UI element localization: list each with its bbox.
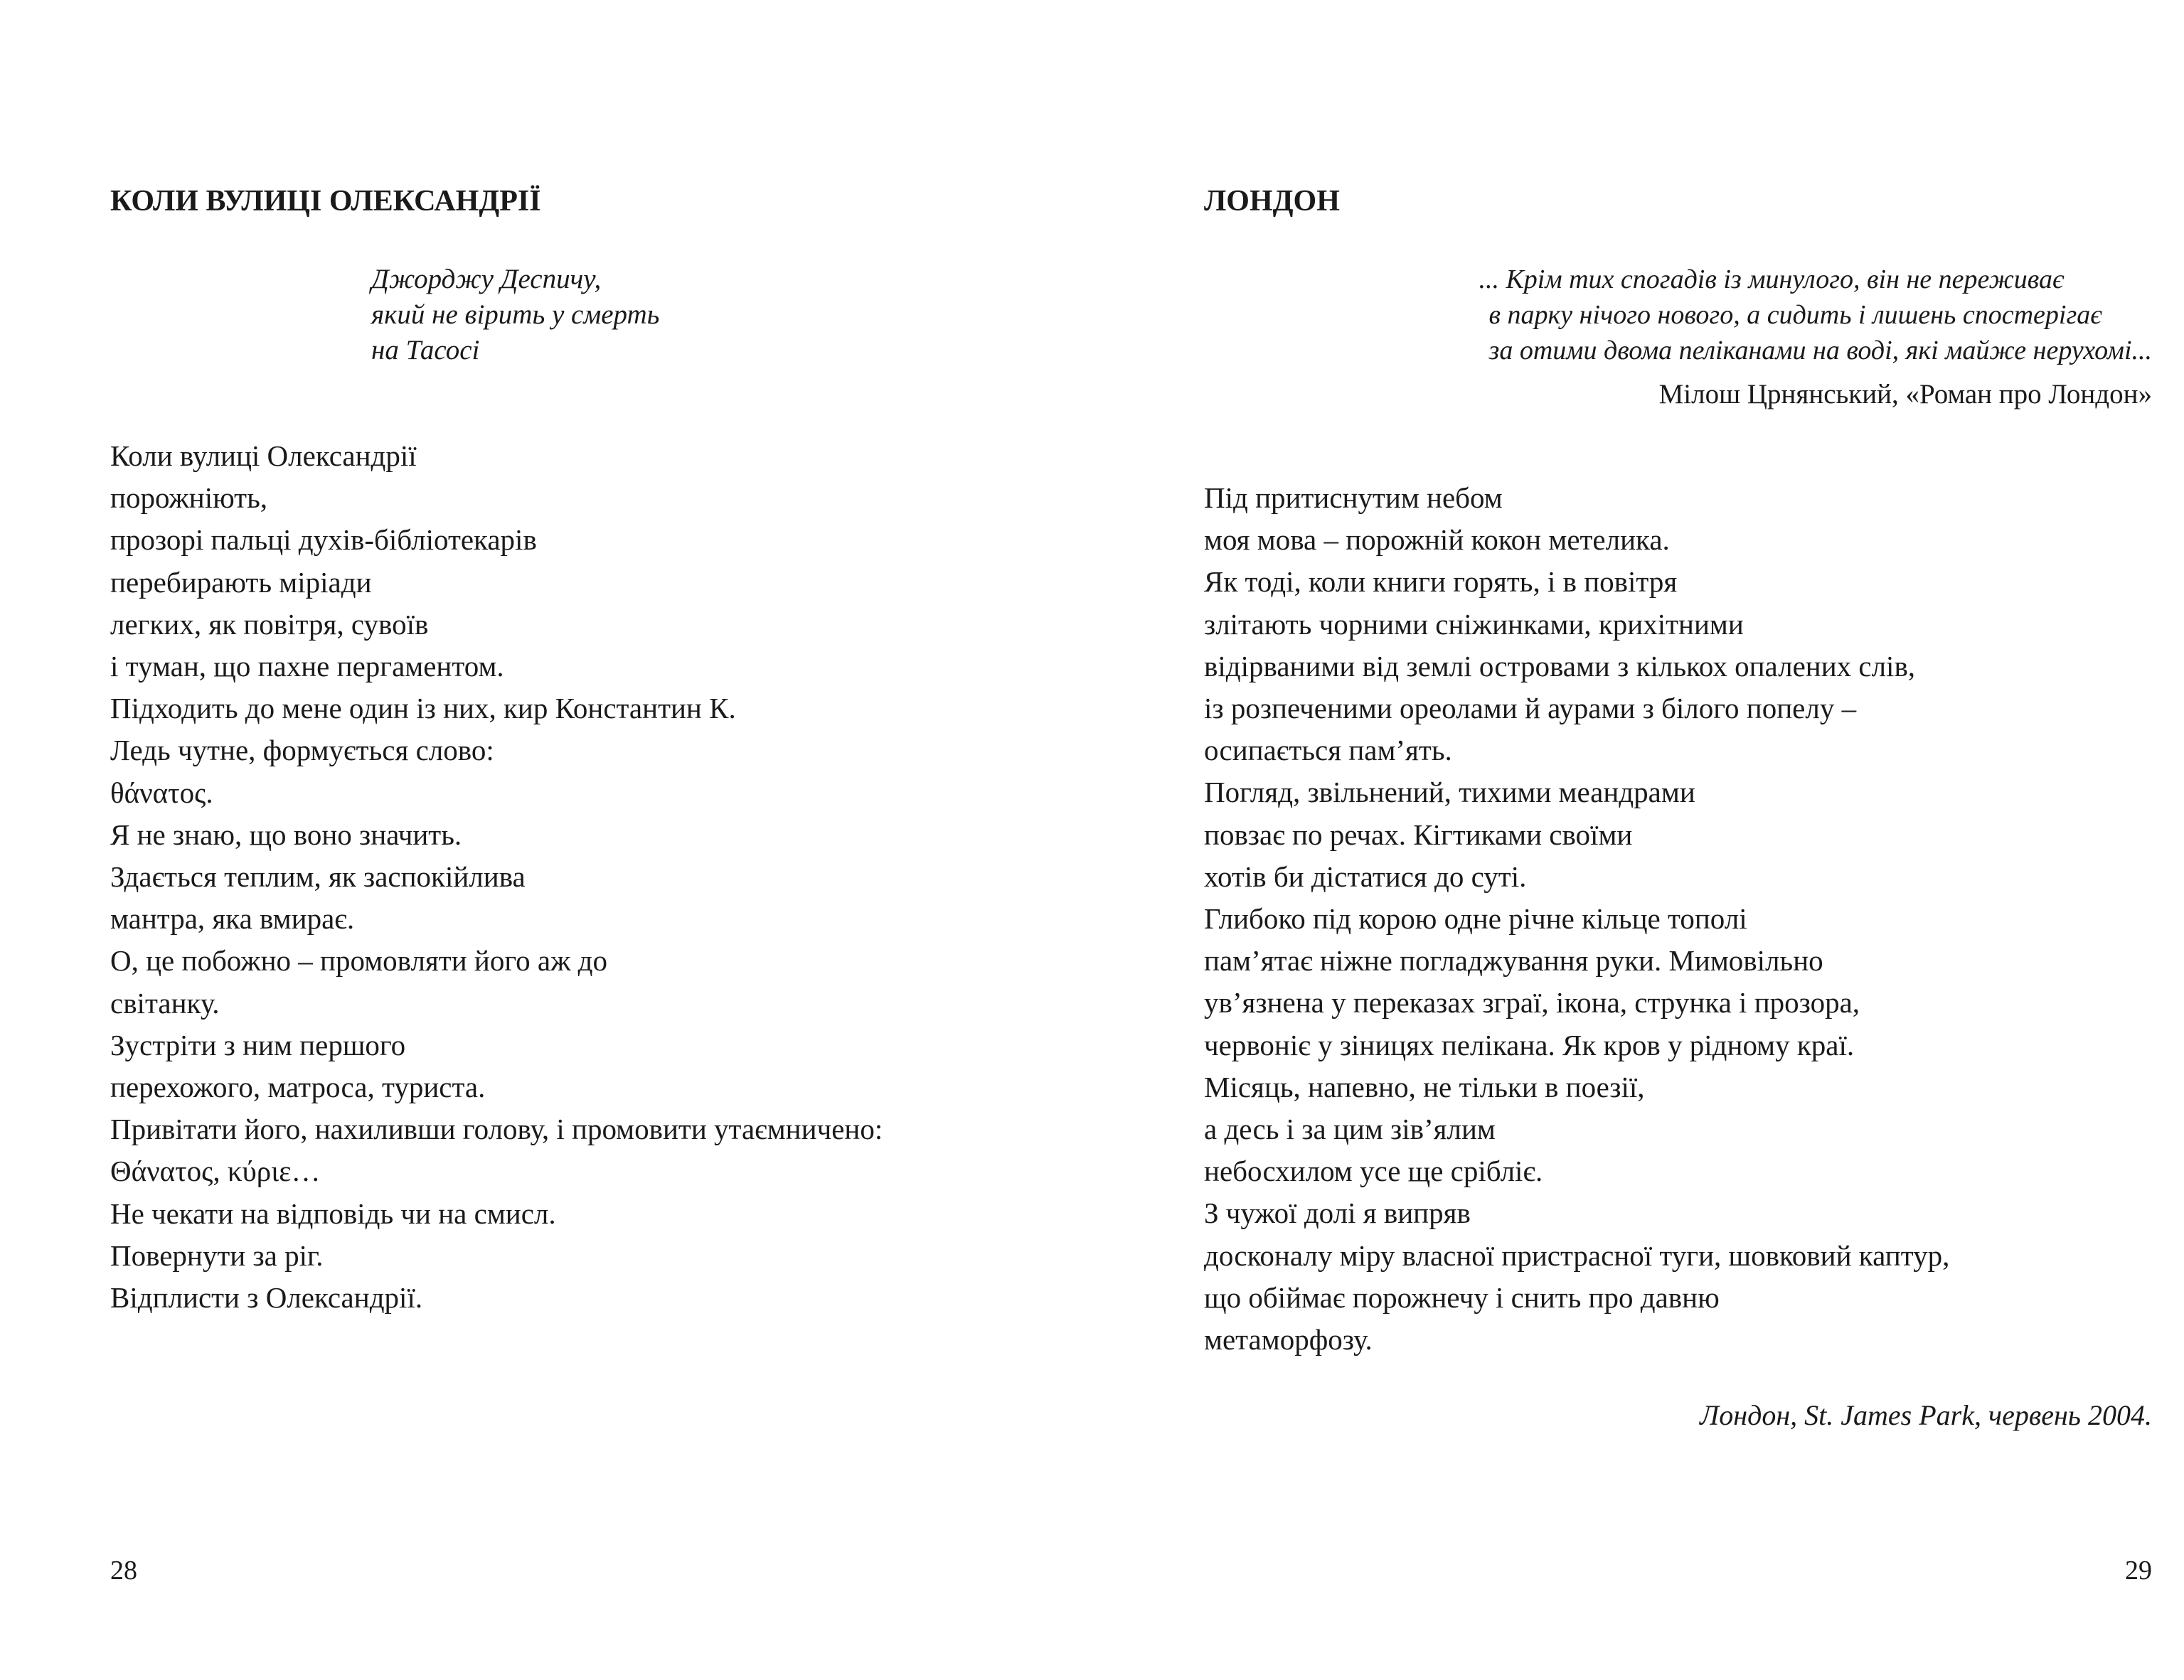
poem-line: мантра, яка вмирає.: [110, 902, 355, 936]
poem-line: Під притиснутим небом: [1204, 481, 1503, 514]
dedication: [371, 262, 659, 368]
poem-line: досконалу міру власної пристрасної туги, шовковий каптур,: [1204, 1238, 1950, 1272]
poem-body: [110, 435, 883, 1319]
poem-line: а десь і за цим зів’ялим: [1204, 1113, 1496, 1146]
poem-line: Не чекати на відповідь чи на смисл.: [110, 1197, 556, 1230]
poem-line: Коли вулиці Олександрії: [110, 439, 417, 472]
poem-line: перехожого, матроса, туриста.: [110, 1071, 486, 1104]
poem-line: З чужої долі я випряв: [1204, 1197, 1471, 1230]
poem-line: моя мова – порожній кокон метелика.: [1204, 523, 1670, 557]
epigraph-line: в парку нічого нового, а сидить і лишень спостерігає: [1488, 300, 2102, 330]
right-page: [1092, 0, 2184, 1680]
dedication-line: Джорджу Деспичу,: [371, 264, 602, 294]
poem-line: пам’ятає ніжне погладжування руки. Мимовільно: [1204, 944, 1823, 978]
poem-line: легких, як повітря, сувоїв: [110, 607, 429, 641]
poem-line: Ледь чутне, формується слово:: [110, 734, 494, 767]
poem-body: [1204, 477, 1949, 1361]
poem-line: Здається теплим, як заспокійлива: [110, 860, 526, 894]
poem-line: Θάνατος, κύριε…: [110, 1155, 321, 1188]
poem-line: Зустріти з ним першого: [110, 1028, 406, 1061]
poem-line: Як тоді, коли книги горять, і в повітря: [1204, 565, 1678, 599]
dedication-line: на Тасосі: [371, 335, 480, 365]
poem-line: θάνατος.: [110, 776, 213, 809]
epigraph: [1479, 262, 2152, 368]
page-number: 29: [2125, 1556, 2152, 1585]
poem-line: світанку.: [110, 986, 220, 1020]
poem-line: метаморфозу.: [1204, 1323, 1373, 1357]
poem-line: із розпеченими ореолами й аурами з білого попелу –: [1204, 692, 1857, 725]
poem-line: Відплисти з Олександрії.: [110, 1281, 423, 1315]
page-number: 28: [110, 1556, 137, 1585]
poem-title: ЛОНДОН: [1204, 185, 1340, 218]
poem-line: Привітати його, нахиливши голову, і промовити утаємничено:: [110, 1113, 883, 1146]
poem-line: прозорі пальці духів-бібліотекарів: [110, 523, 537, 557]
poem-line: ув’язнена у переказах зграї, ікона, струнка і прозора,: [1204, 986, 1860, 1020]
poem-line: злітають чорними сніжинками, крихітними: [1204, 607, 1744, 641]
epigraph-line: за отими двома пеліканами на воді, які майже нерухомі...: [1488, 336, 2152, 365]
epigraph-line: ... Крім тих спогадів із минулого, він не переживає: [1479, 264, 2065, 294]
poem-line: порожніють,: [110, 481, 268, 515]
poem-line: Глибоко під корою одне річне кільце тополі: [1204, 902, 1747, 936]
poem-line: відірваними від землі островами з кількох опалених слів,: [1204, 649, 1916, 683]
poem-line: червоніє у зіницях пелікана. Як кров у рідному краї.: [1204, 1028, 1855, 1061]
poem-line: осипається пам’ять.: [1204, 734, 1452, 767]
place-date: Лондон, St. James Park, червень 2004.: [1700, 1399, 2152, 1431]
poem-line: перебирають міріади: [110, 565, 372, 599]
poem-line: Підходить до мене один із них, кир Константин К.: [110, 692, 736, 725]
poem-line: Погляд, звільнений, тихими меандрами: [1204, 776, 1695, 809]
poem-line: Я не знаю, що воно значить.: [110, 818, 462, 851]
poem-line: що обіймає порожнечу і снить про давню: [1204, 1280, 1720, 1314]
poem-title: КОЛИ ВУЛИЦІ ОЛЕКСАНДРІЇ: [110, 185, 541, 218]
poem-line: Повернути за ріг.: [110, 1238, 324, 1272]
poem-line: хотів би дістатися до суті.: [1204, 860, 1527, 893]
poem-line: Місяць, напевно, не тільки в поезії,: [1204, 1070, 1645, 1103]
poem-line: і туман, що пахне пергаментом.: [110, 650, 504, 683]
dedication-line: який не вірить у смерть: [371, 299, 660, 330]
poem-line: небосхилом усе ще срібліє.: [1204, 1155, 1543, 1188]
epigraph-source: Мілош Црнянський, «Роман про Лондон»: [1658, 379, 2152, 410]
poem-line: О, це побожно – промовляти його аж до: [110, 944, 608, 978]
poem-line: повзає по речах. Кігтиками своїми: [1204, 818, 1633, 851]
